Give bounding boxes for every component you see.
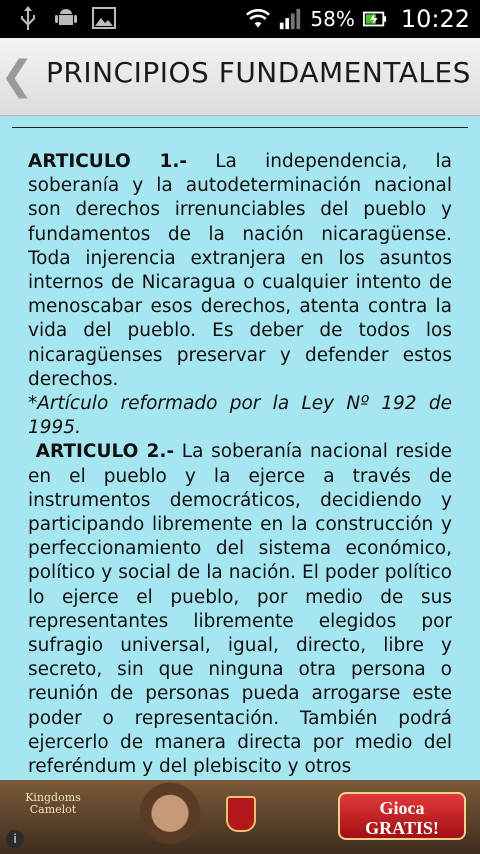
shield-icon: [226, 796, 256, 832]
page-title: PRINCIPIOS FUNDAMENTALES: [46, 56, 471, 89]
signal-icon: [278, 7, 302, 31]
usb-icon: [16, 6, 40, 30]
battery-charging-icon: [363, 7, 387, 31]
ad-logo: Kingdoms Camelot: [25, 791, 81, 816]
action-bar: [0, 38, 480, 116]
article-content[interactable]: [0, 116, 480, 780]
article1-note: *Artículo reformado por la Ley Nº 192 de 1995.: [28, 393, 452, 439]
clock: 10:22: [400, 5, 470, 33]
ad-character-image: [110, 780, 230, 854]
ad-banner[interactable]: [0, 780, 480, 854]
article1-body: La independencia, la soberanía y la autodeterminación nacional son derechos irrenunciables del pueblo y fundamentos de la nación nicaragüense. Toda injerencia extranjera en los asuntos internos de Nicaragua o cualquier intento de menoscabar esos derechos, atenta contra la vida del pueblo. Es deber de todos los nicaragüenses preservar y defender estos derechos.: [28, 151, 453, 390]
article1-heading: ARTICULO 1.-: [28, 151, 188, 172]
chevron-left-icon: ❮: [0, 53, 34, 99]
article2-body: La soberanía nacional reside en el pueblo y la ejerce a través de instrumentos democráticos, decidiendo y participando libremente en la construcción y perfeccionamiento del sistema económico, político y social de la nación. El poder político lo ejerce el pueblo, por medio de sus representantes libremente elegidos por sufragio universal, igual, directo, libre y secreto, sin que ninguna otra persona o reunión de personas pueda arrogarse este poder o representación. También podrá ejercerlo de manera directa por medio del referéndum y del plebiscito y otros: [28, 441, 452, 778]
battery-percent: 58%: [310, 7, 355, 31]
divider: [12, 127, 468, 128]
article-text: [28, 150, 452, 779]
article2-heading: ARTICULO 2.-: [35, 441, 175, 463]
info-icon[interactable]: i: [6, 830, 24, 848]
ad-cta-button[interactable]: [338, 792, 466, 840]
status-bar: [0, 0, 480, 38]
back-button[interactable]: [0, 50, 34, 102]
image-icon: [92, 6, 116, 30]
ad-cta-line2: GRATIS!: [365, 818, 439, 838]
ad-cta-line1: Gioca: [379, 798, 425, 818]
wifi-icon: [246, 7, 270, 31]
android-icon: [54, 6, 78, 30]
